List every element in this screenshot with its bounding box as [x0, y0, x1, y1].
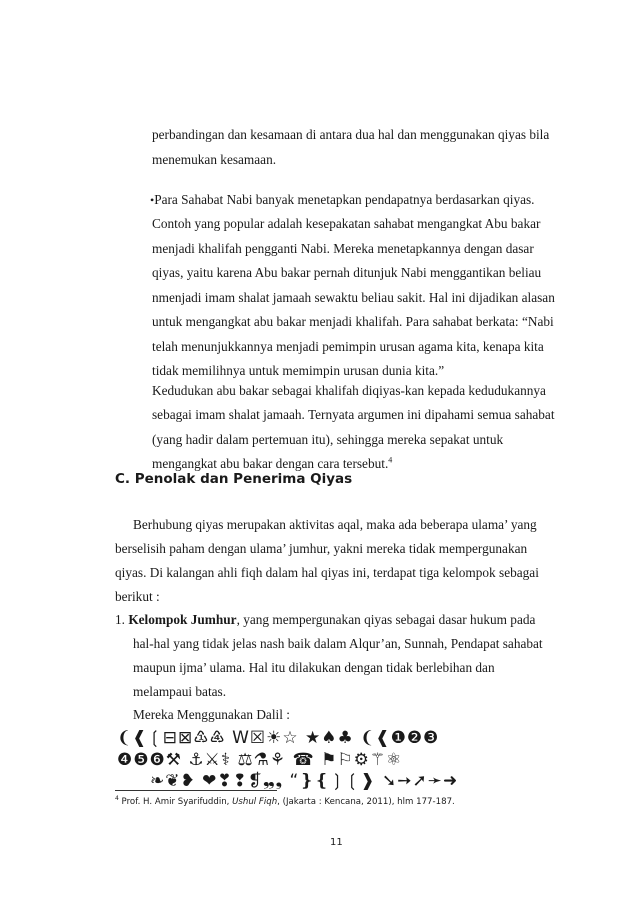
footnote	[115, 797, 455, 807]
garbled-arabic-line: ❹❺❻⚒ ⚓⚔⚕ ⚖⚗⚘ ☎ ⚑⚐⚙⚚⚛	[117, 750, 403, 770]
text-line: menjadi khalifah pengganti Nabi. Mereka menetapkannya dengan dasar	[152, 241, 534, 256]
text-line: berselisih paham dengan ulama’ jumhur, yakni mereka tidak mempergunakan	[115, 541, 528, 556]
list-item-title: Kelompok Jumhur	[128, 612, 237, 627]
text-line: sebagai imam shalat jamaah. Ternyata argumen ini dipahami semua sahabat	[152, 407, 555, 422]
page-number: 11	[330, 837, 343, 848]
bullet-icon: •	[150, 193, 155, 207]
footnote-text: , (Jakarta : Kencana, 2011), hlm 177-187.	[277, 797, 455, 807]
text-line: nmenjadi imam shalat jamaah sewaktu beliau sakit. Hal ini dijadikan alasan	[152, 290, 555, 305]
text-line: untuk mengangkat abu bakar menjadi khalifah. Para sahabat berkata: “Nabi	[152, 314, 554, 329]
text-line: Contoh yang popular adalah kesepakatan sahabat mengangkat Abu bakar	[152, 216, 541, 231]
text-line: Para Sahabat Nabi banyak menetapkan pendapatnya berdasarkan qiyas.	[154, 192, 535, 207]
garbled-arabic-line: ❧❦❥ ❤❣❢❡❠❟ “❵❴❳❲❱ ➘➙➚➛➜	[150, 771, 459, 791]
text-line: tidak memilihnya untuk memimpin urusan dunia kita.”	[152, 363, 445, 378]
text-line: maupun ijma’ ulama. Hal itu dilakukan dengan tidak berlebihan dan	[133, 660, 495, 675]
text-line: telah menunjukkannya menjadi pemimpin urusan agama kita, kenapa kita	[152, 339, 544, 354]
text-line: melampaui batas.	[133, 684, 227, 699]
text-line: Mereka Menggunakan Dalil :	[133, 707, 290, 722]
footnote-separator	[115, 790, 277, 791]
footnote-reference: 4	[388, 455, 393, 465]
list-item	[115, 611, 535, 629]
text-line: (yang hadir dalam pertemuan itu), sehingga mereka sepakat untuk	[152, 432, 504, 447]
bullet-line	[150, 191, 535, 209]
footnote-text: Prof. H. Amir Syarifuddin,	[118, 797, 233, 807]
list-number: 1.	[115, 612, 125, 627]
text-line: qiyas. Di kalangan ahli fiqh dalam hal qiyas ini, terdapat tiga kelompok sebagai	[115, 565, 539, 580]
section-heading: C. Penolak dan Penerima Qiyas	[115, 471, 353, 487]
text-line: berikut :	[115, 589, 160, 604]
text-line: Berhubung qiyas merupakan aktivitas aqal, maka ada beberapa ulama’ yang	[133, 517, 537, 532]
text-line: hal-hal yang tidak jelas nash baik dalam Alqur’an, Sunnah, Pendapat sahabat	[133, 636, 543, 651]
list-item-text: , yang mempergunakan qiyas sebagai dasar hukum pada	[236, 612, 536, 627]
text-line: Kedudukan abu bakar sebagai khalifah diqiyas-kan kepada kedudukannya	[152, 383, 546, 398]
text-line: perbandingan dan kesamaan di antara dua hal dan menggunakan qiyas bila	[152, 127, 550, 142]
text-line: menemukan kesamaan.	[152, 152, 277, 167]
footnote-title: Ushul Fiqh	[232, 797, 278, 807]
garbled-arabic-line: ❨❰❲⊟⊠♳♶ W☒☀☆ ★♠♣ ❨❰❶❷❸	[117, 728, 440, 748]
text-line: qiyas, yaitu karena Abu bakar pernah ditunjuk Nabi menggantikan beliau	[152, 265, 542, 280]
text-span: mengangkat abu bakar dengan cara tersebut.	[152, 456, 389, 471]
footnote-number: 4	[115, 795, 119, 803]
